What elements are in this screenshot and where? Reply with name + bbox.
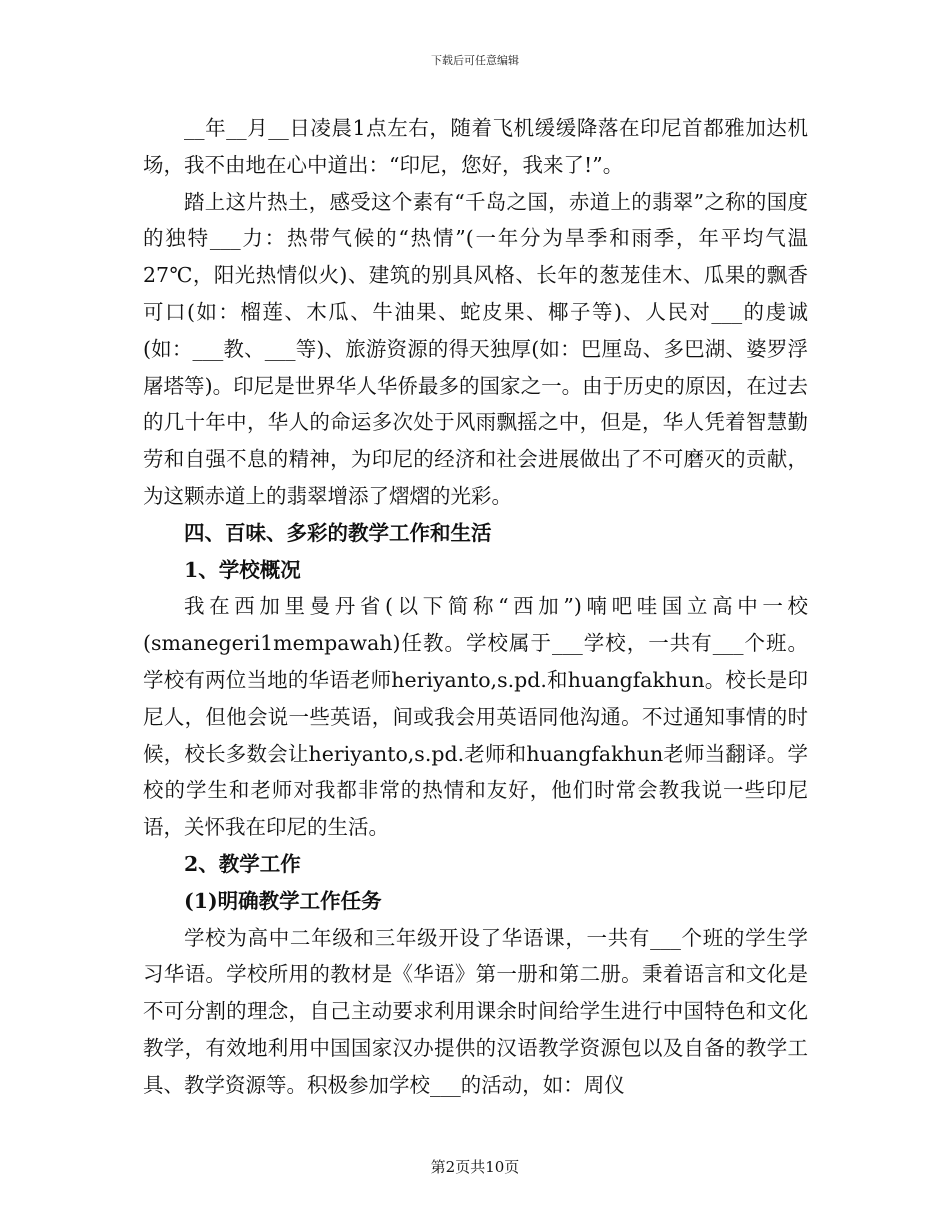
subheading-teaching-tasks: (1)明确教学工作任务: [184, 888, 382, 913]
document-body: [143, 110, 808, 1104]
subheading-school-overview: 1、学校概况: [184, 557, 301, 582]
page-footer: 第2页共10页: [430, 1158, 520, 1176]
paragraph-country-intro: 踏上这片热土，感受这个素有“千岛之国，赤道上的翡翠”之称的国度的独特___力：热带气候的“热情”(一年分为旱季和雨季，年平均气温27℃，阳光热情似火)、建筑的别具风格、长年的葱茏佳木、瓜果的飘香可口(如：榴莲、木瓜、牛油果、蛇皮果、椰子等)、人民对___的虔诚(如：___教、___等)、旅游资源的得天独厚(如：巴厘岛、多巴湖、婆罗浮屠塔等)。印尼是世界华人华侨最多的国家之一。由于历史的原因，在过去的几十年中，华人的命运多次处于风雨飘摇之中，但是，华人凭着智慧勤劳和自强不息的精神，为印尼的经济和社会进展做出了不可磨灭的贡献，为这颗赤道上的翡翠增添了熠熠的光彩。: [143, 189, 808, 508]
section-heading-teaching-life: 四、百味、多彩的教学工作和生活: [184, 520, 492, 545]
paragraph-teaching-tasks: 学校为高中二年级和三年级开设了华语课，一共有___个班的学生学习华语。学校所用的教材是《华语》第一册和第二册。秉着语言和文化是不可分割的理念，自己主动要求利用课余时间给学生进行中国特色和文化教学，有效地利用中国国家汉办提供的汉语教学资源包以及自备的教学工具、教学资源等。积极参加学校___的活动，如：周仪: [143, 925, 808, 1097]
page-header: 下载后可任意编辑: [431, 54, 519, 67]
subheading-teaching-work: 2、教学工作: [184, 851, 301, 876]
paragraph-arrival: __年__月__日凌晨1点左右，随着飞机缓缓降落在印尼首都雅加达机场，我不由地在心中道出：“印尼，您好，我来了!”。: [143, 116, 808, 177]
paragraph-school-overview: 我在西加里曼丹省(以下简称“西加”)喃吧哇国立高中一校(smanegeri1mempawah)任教。学校属于___学校，一共有___个班。学校有两位当地的华语老师heriyanto,s.pd.和huangfakhun。校长是印尼人，但他会说一些英语，间或我会用英语同他沟通。不过通知事情的时候，校长多数会让heriyanto,s.pd.老师和huangfakhun老师当翻译。学校的学生和老师对我都非常的热情和友好，他们时常会教我说一些印尼语，关怀我在印尼的生活。: [143, 594, 808, 840]
